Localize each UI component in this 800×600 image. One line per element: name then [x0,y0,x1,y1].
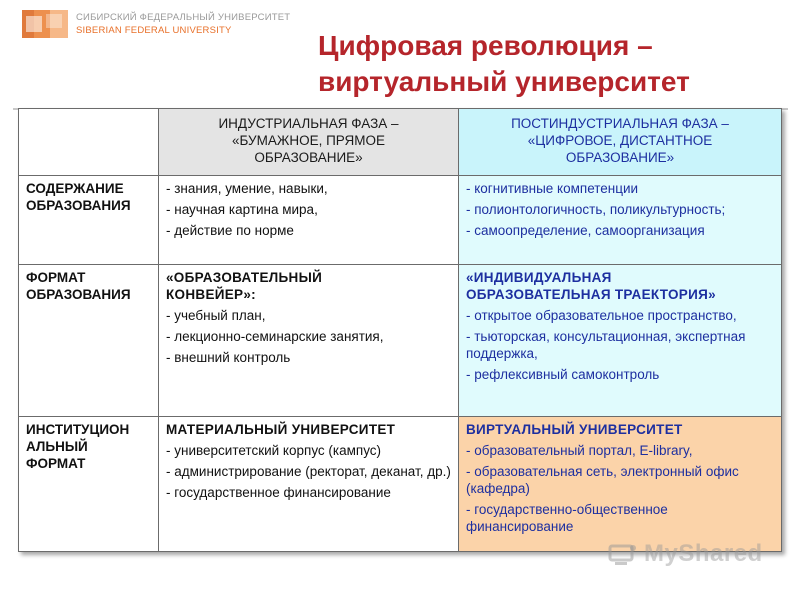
row-label-line: СОДЕРЖАНИЕ [26,181,124,196]
header-line: ОБРАЗОВАНИЕ» [565,150,675,165]
list-item: - научная картина мира, [166,202,318,217]
list-item: - учебный план, [166,308,266,323]
list-item: - администрирование (ректорат, деканат, др.) [166,464,451,479]
row-label-line: ИНСТИТУЦИОН [26,422,130,437]
cell-heading: КОНВЕЙЕР»: [166,287,256,302]
table-row [19,176,782,265]
header-line: ИНДУСТРИАЛЬНАЯ ФАЗА – [218,116,399,131]
list-item: - университетский корпус (кампус) [166,443,382,458]
row-label-line: АЛЬНЫЙ [26,439,88,454]
row-label-line: ФОРМАТ [26,456,86,471]
header-line: «БУМАЖНОЕ, ПРЯМОЕ [231,133,385,148]
header-line: ПОСТИНДУСТРИАЛЬНАЯ ФАЗА – [511,116,729,131]
title-line-1: Цифровая революция – [318,30,653,61]
list-item: - внешний контроль [166,350,291,365]
title-line-2: виртуальный университет [318,66,690,97]
logo-name-en: SIBERIAN FEDERAL UNIVERSITY [76,25,232,36]
list-item: - самоопределение, самоорганизация [466,223,705,238]
list-item: - образовательный портал, E-library, [466,443,693,458]
myshared-logo-icon [608,542,638,568]
cell-heading: «ИНДИВИДУАЛЬНАЯ [466,270,612,285]
postindustrial-cell [459,417,782,552]
postindustrial-cell [459,265,782,417]
postindustrial-cell [459,176,782,265]
cell-heading: ВИРТУАЛЬНЫЙ УНИВЕРСИТЕТ [466,422,683,437]
list-item: - действие по норме [166,223,294,238]
slide-title [318,28,778,100]
comparison-table [18,108,782,552]
corner-cell [19,109,159,176]
row-label-line: ФОРМАТ [26,270,86,285]
row-label-line: ОБРАЗОВАНИЯ [26,198,131,213]
list-item: - лекционно-семинарские занятия, [166,329,384,344]
sfu-logo-icon [20,8,70,40]
list-item: - тьюторская, консультационная, экспертная поддержка, [466,329,746,361]
industrial-cell [159,417,459,552]
list-item: - знания, умение, навыки, [166,181,328,196]
watermark-text: MyShared [644,540,763,567]
list-item: - когнитивные компетенции [466,181,639,196]
header-industrial-phase [159,109,459,176]
list-item: - образовательная сеть, электронный офис (кафедра) [466,464,739,496]
watermark [608,540,768,572]
table-row [19,417,782,552]
logo-name-ru: СИБИРСКИЙ ФЕДЕРАЛЬНЫЙ УНИВЕРСИТЕТ [76,12,291,23]
list-item: - рефлексивный самоконтроль [466,367,660,382]
table-header-row [19,109,782,176]
list-item: - полионтологичность, поликультурность; [466,202,726,217]
table-row [19,265,782,417]
university-logo [20,8,291,40]
header-line: «ЦИФРОВОЕ, ДИСТАНТНОЕ [527,133,713,148]
row-label-line: ОБРАЗОВАНИЯ [26,287,131,302]
row-label-format [19,265,159,417]
list-item: - открытое образовательное пространство, [466,308,737,323]
header-line: ОБРАЗОВАНИЕ» [254,150,363,165]
cell-heading: ОБРАЗОВАТЕЛЬНАЯ ТРАЕКТОРИЯ» [466,287,716,302]
list-item: - государственное финансирование [166,485,391,500]
cell-heading: МАТЕРИАЛЬНЫЙ УНИВЕРСИТЕТ [166,422,396,437]
cell-heading: «ОБРАЗОВАТЕЛЬНЫЙ [166,270,323,285]
header-postindustrial-phase [459,109,782,176]
row-label-institutional [19,417,159,552]
list-item: - государственно-общественное финансирование [466,502,668,534]
industrial-cell [159,265,459,417]
row-label-content [19,176,159,265]
industrial-cell [159,176,459,265]
